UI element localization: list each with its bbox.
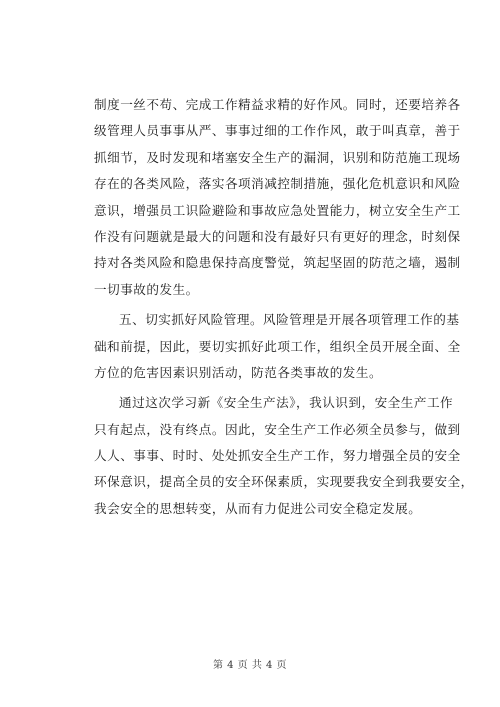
text-line: 础和前提，因此，要切实抓好此项工作，组织全员开展全面、全 — [94, 338, 461, 354]
text-line: 意识，增强员工识险避险和事故应急处置能力，树立安全生产工 — [94, 202, 461, 218]
text-line: 只有起点，没有终点。因此，安全生产工作必须全员参与，做到 — [94, 421, 461, 437]
text-line: 制度一丝不苟、完成工作精益求精的好作风。同时，还要培养各 — [94, 97, 461, 112]
text-line: 存在的各类风险，落实各项消减控制措施，强化危机意识和风险 — [94, 176, 461, 192]
document-body — [94, 92, 474, 522]
text-line: 五、切实抓好风险管理。风险管理是开展各项管理工作的基 — [119, 312, 460, 328]
paragraph-3 — [94, 390, 474, 522]
text-line: 抓细节，及时发现和堵塞安全生产的漏洞，识别和防范施工现场 — [94, 149, 461, 165]
paragraph-1 — [94, 92, 461, 303]
text-line: 方位的危害因素识别活动，防范各类事故的发生。 — [94, 364, 383, 380]
text-line: 人人、事事、时时、处处抓安全生产工作，努力增强全员的安全 — [94, 448, 461, 464]
text-line: 作没有问题就是最大的问题和没有最好只有更好的理念，时刻保 — [94, 228, 461, 244]
text-line: 我会安全的思想转变，从而有力促进公司安全稳定发展。 — [94, 500, 422, 516]
text-line: 通过这次学习新《安全生产法》，我认识到，安全生产工作 — [119, 395, 454, 411]
text-line: 级管理人员事事从严、事事过细的工作作风，敢于叫真章，善于 — [94, 123, 461, 139]
text-line: 一切事故的发生。 — [94, 281, 199, 297]
paragraph-2 — [94, 307, 461, 386]
text-line: 持对各类风险和隐患保持高度警觉，筑起坚固的防范之墙，遏制 — [94, 255, 461, 271]
page-footer: 第 4 页 共 4 页 — [212, 660, 288, 671]
text-line: 环保意识，提高全员的安全环保素质，实现要我安全到我要安全， — [94, 474, 474, 490]
